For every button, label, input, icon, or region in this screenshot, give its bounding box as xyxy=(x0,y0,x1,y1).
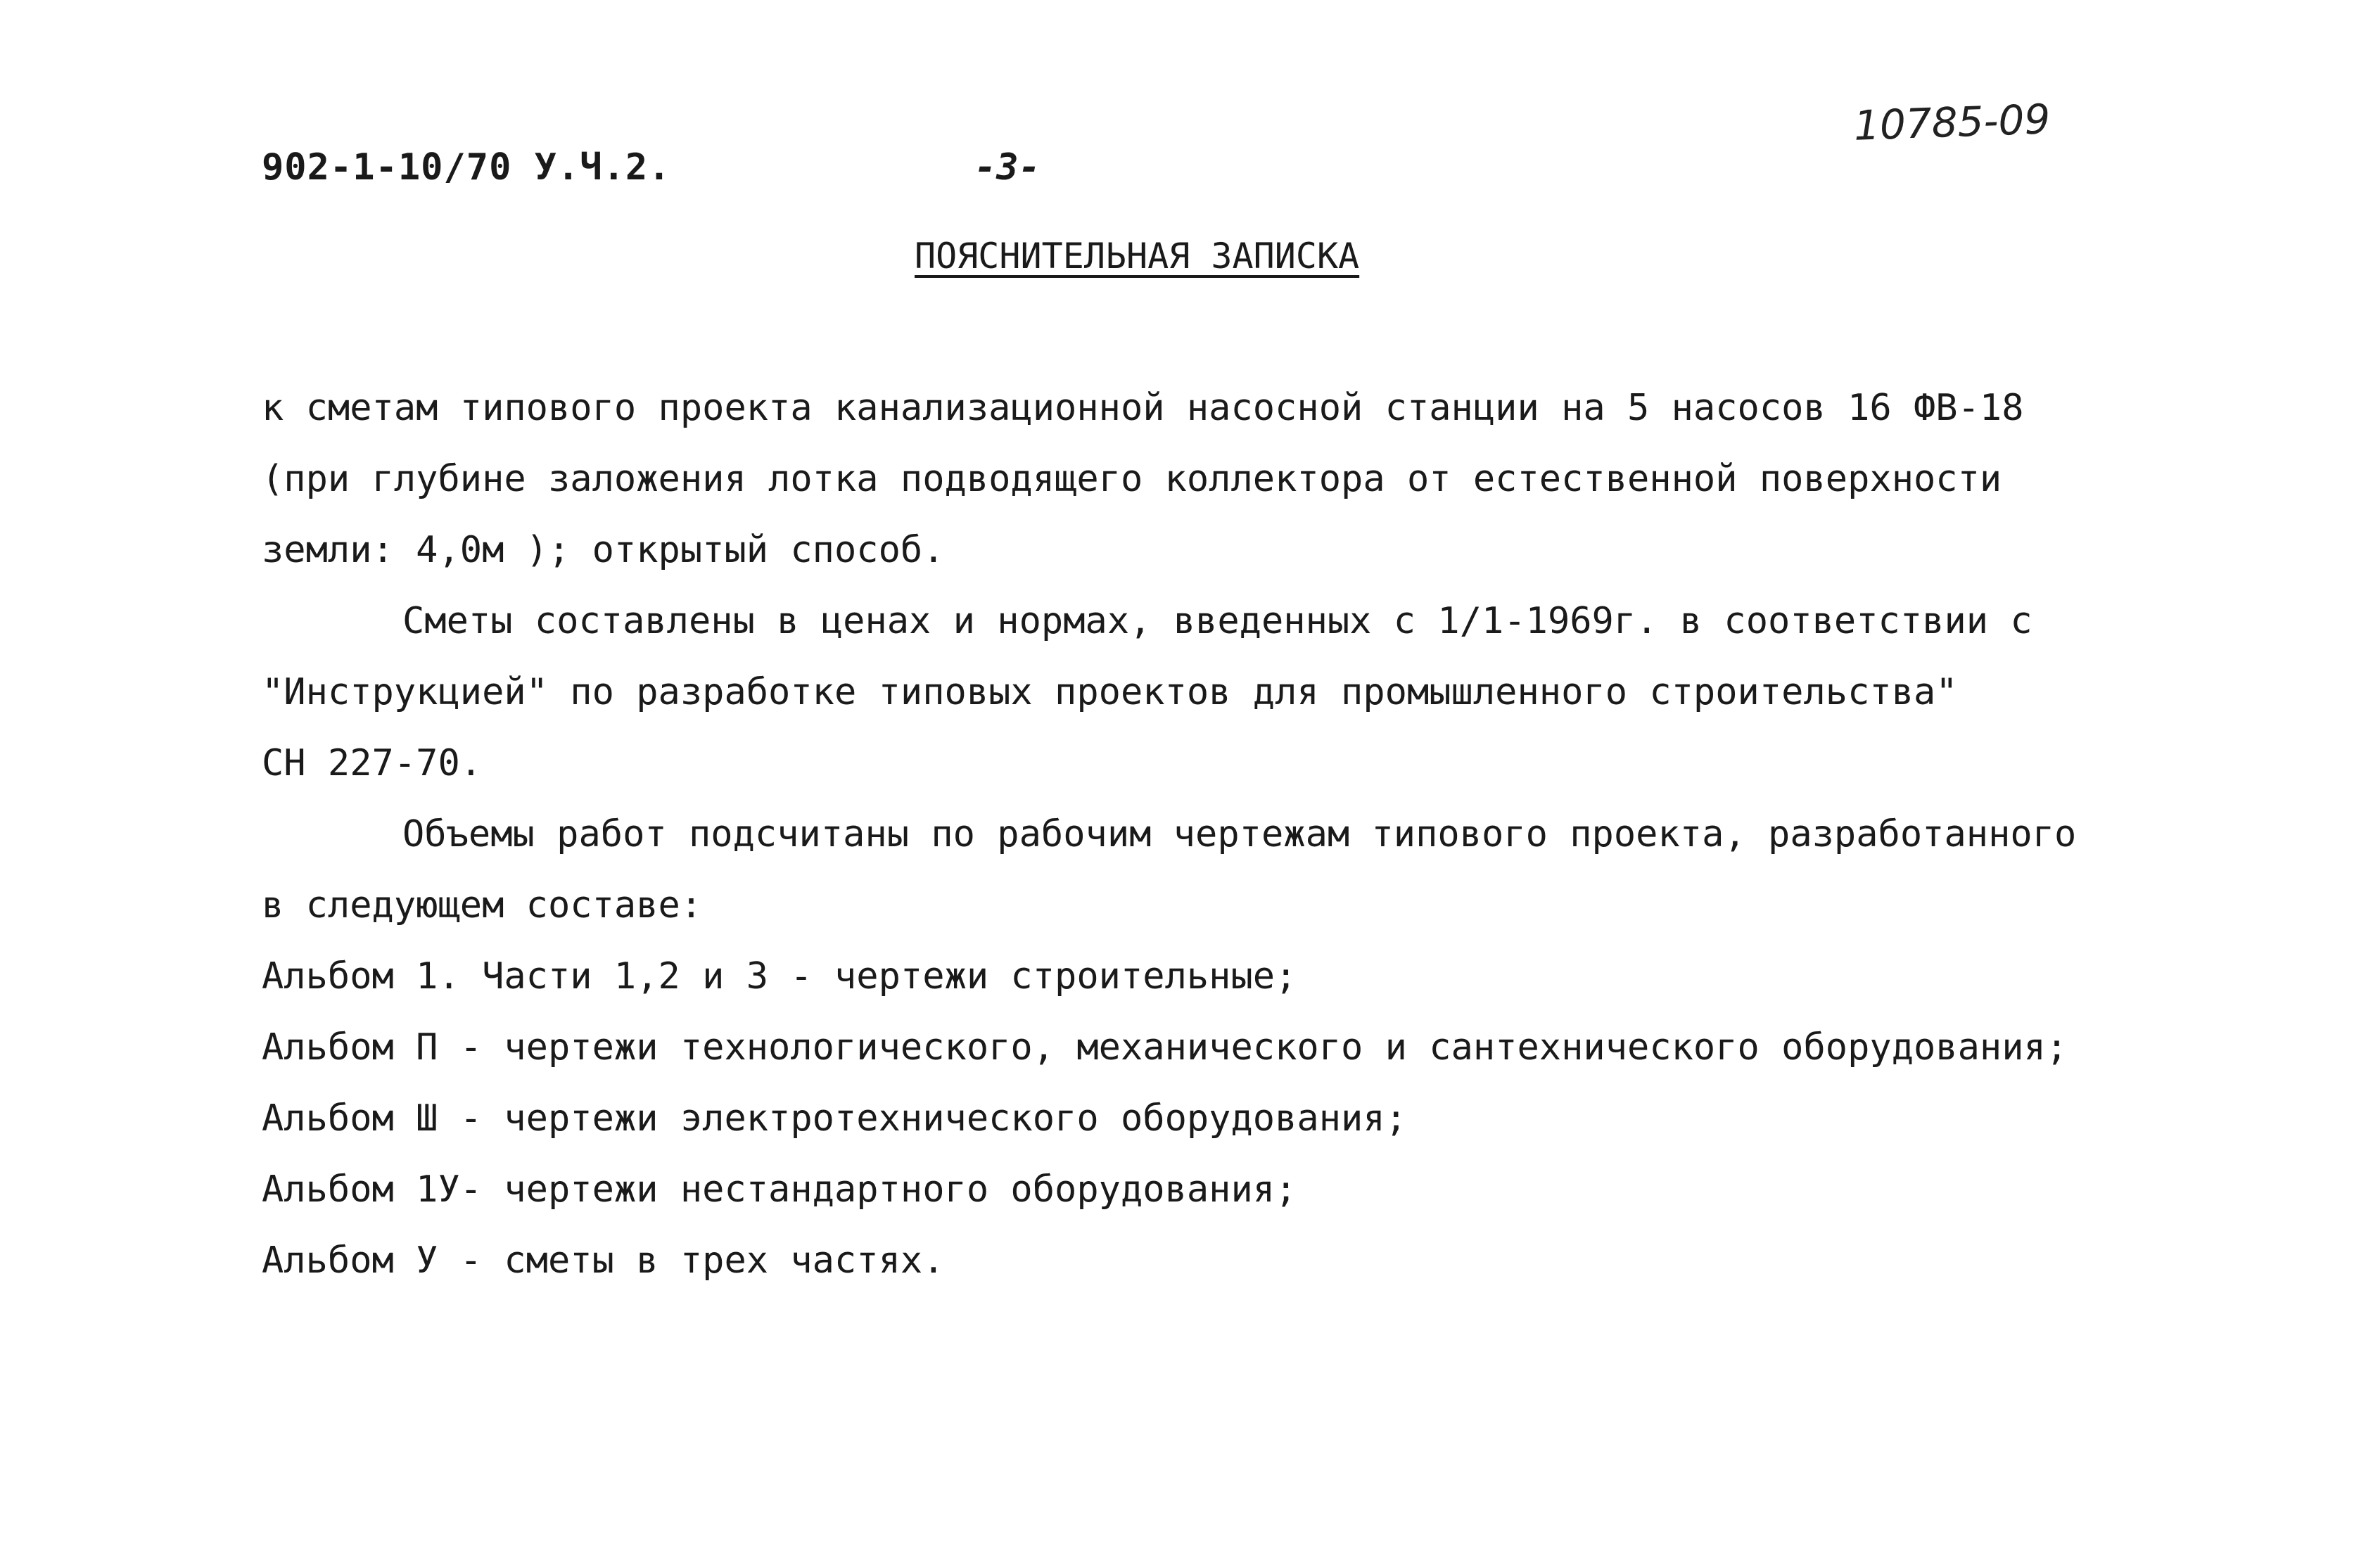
paragraph-2-line-3: СН 227-70. xyxy=(262,742,483,784)
paragraph-2-line-1: Сметы составлены в ценах и нормах, введенных с 1/1-1969г. в соответствии с xyxy=(402,600,2032,642)
page-number: -3- xyxy=(974,146,1041,189)
album-item-3: Альбом Ш - чертежи электротехнического оборудования; xyxy=(262,1097,1407,1140)
paragraph-1-line-1: к сметам типового проекта канализационной насосной станции на 5 насосов 16 ФВ-18 xyxy=(262,387,2024,429)
album-item-2: Альбом П - чертежи технологического, механического и сантехнического оборудования; xyxy=(262,1026,2068,1069)
paragraph-1-line-3: земли: 4,0м ); открытый способ. xyxy=(262,529,945,571)
page-title: ПОЯСНИТЕЛЬНАЯ ЗАПИСКА xyxy=(915,236,1360,276)
paragraph-1-line-2: (при глубине заложения лотка подводящего коллектора от естественной поверхности xyxy=(262,458,2002,500)
document-code: 902-1-10/70 У.Ч.2. xyxy=(262,146,671,189)
archive-number-handwritten: 10785-09 xyxy=(1852,95,2051,150)
album-item-4: Альбом 1У- чертежи нестандартного оборудования; xyxy=(262,1168,1297,1211)
paragraph-2-line-2: "Инструкцией" по разработке типовых проектов для промышленного строительства" xyxy=(262,671,1958,713)
album-item-5: Альбом У - сметы в трех частях. xyxy=(262,1239,945,1282)
body-text xyxy=(262,373,2189,1296)
album-item-1: Альбом 1. Части 1,2 и 3 - чертежи строительные; xyxy=(262,955,1297,997)
paragraph-3-line-1: Объемы работ подсчитаны по рабочим чертежам типового проекта, разработанного xyxy=(402,813,2077,855)
paragraph-3-line-2: в следующем составе: xyxy=(262,884,703,926)
